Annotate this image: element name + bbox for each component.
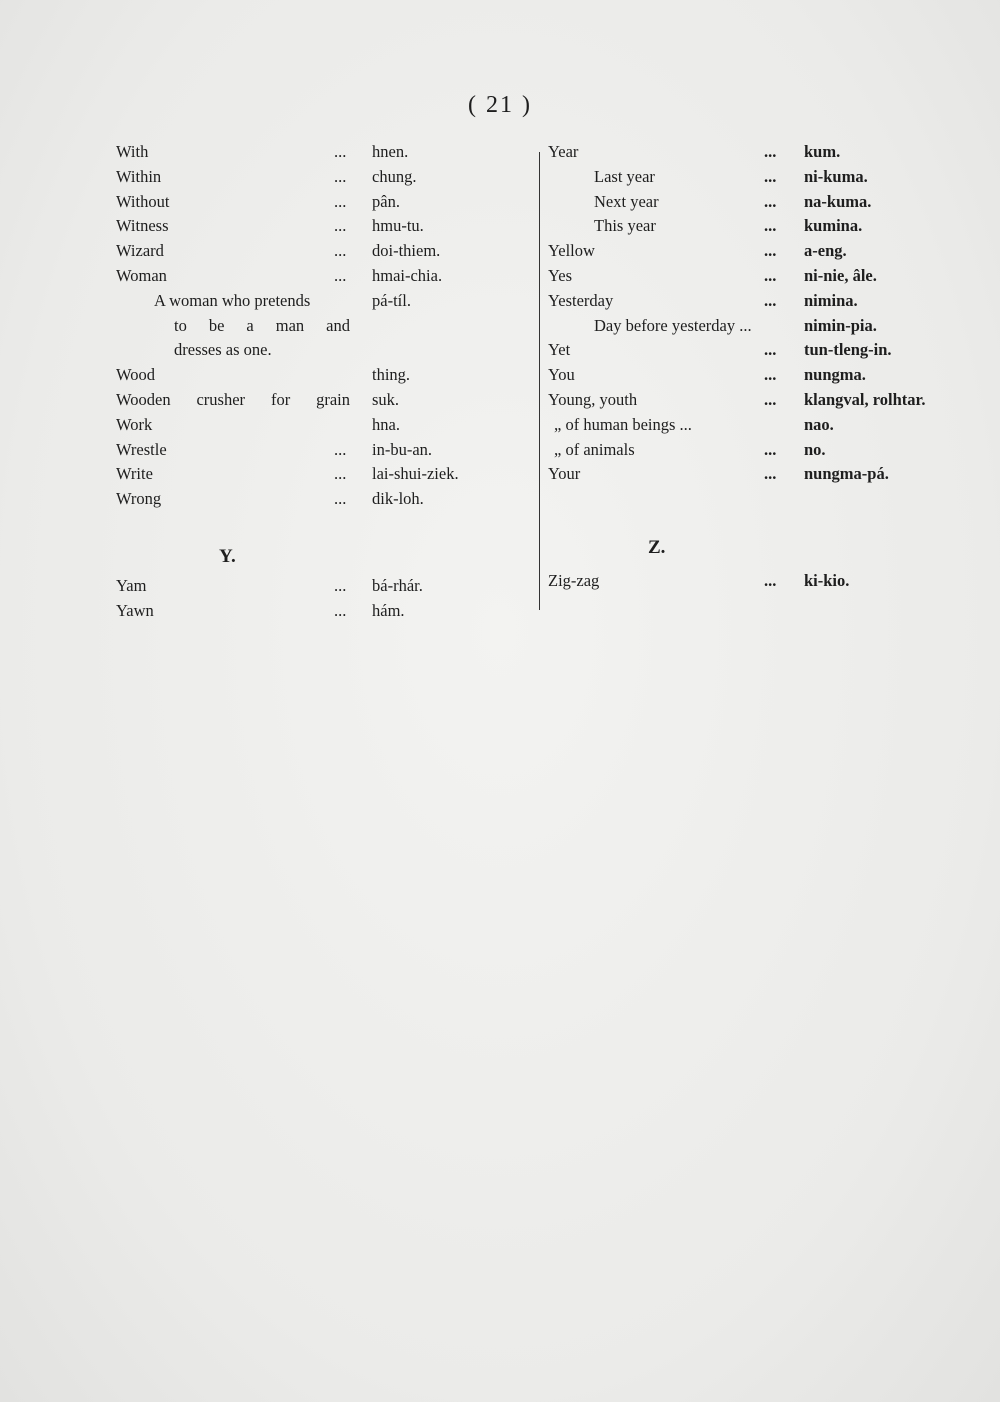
entry-head: Yet — [548, 340, 571, 360]
dictionary-entry — [548, 438, 928, 463]
entry-gloss: klangval, rolhtar. — [804, 389, 926, 409]
dictionary-entry — [548, 363, 928, 388]
entry-leader-dots: ... — [334, 575, 347, 595]
entry-gloss: thing. — [372, 365, 411, 385]
entry-head: Wizard — [116, 241, 164, 261]
right-column — [548, 140, 928, 594]
entry-leader-dots: ... — [764, 464, 777, 484]
entry-leader-dots: ... — [764, 389, 777, 409]
entry-leader-dots: ... — [764, 265, 777, 285]
entry-leader-dots: ... — [334, 600, 347, 620]
entry-leader-dots: ... — [764, 191, 777, 211]
entry-head: This year — [594, 216, 656, 236]
entry-gloss: suk. — [372, 389, 400, 409]
entry-head: Last year — [594, 166, 655, 186]
dictionary-entry — [116, 214, 466, 239]
entry-head: A woman who pretends — [154, 290, 311, 310]
entry-leader-dots: ... — [334, 216, 347, 236]
entry-head: Yawn — [116, 600, 154, 620]
entry-leader-dots: ... — [764, 290, 777, 310]
entry-leader-dots: ... — [764, 142, 777, 161]
entry-gloss: bá-rhár. — [372, 575, 423, 595]
entry-head: Without — [116, 191, 170, 211]
entry-head: Day before yesterday ... — [594, 315, 752, 335]
entry-leader-dots: ... — [764, 571, 777, 591]
entry-gloss: hmu-tu. — [372, 216, 424, 236]
entry-leader-dots: ... — [334, 464, 347, 484]
entry-head: „ of animals — [554, 439, 635, 459]
dictionary-entry — [548, 338, 928, 363]
entry-leader-dots: ... — [764, 365, 777, 385]
dictionary-entry — [548, 388, 928, 413]
entry-gloss: na-kuma. — [804, 191, 872, 211]
dictionary-entry — [116, 264, 466, 289]
entry-gloss: a-eng. — [804, 241, 847, 261]
entry-gloss: dik-loh. — [372, 489, 424, 509]
woman-sub-entry-line-1 — [116, 289, 466, 314]
entry-head: Within — [116, 166, 162, 186]
entry-head: to be a man and — [174, 315, 350, 335]
entry-gloss: doi-thiem. — [372, 241, 441, 261]
entry-gloss: nao. — [804, 414, 834, 434]
entry-leader-dots: ... — [334, 439, 347, 459]
entry-head: Work — [116, 414, 153, 434]
entry-leader-dots: ... — [334, 489, 347, 509]
dictionary-entry — [548, 314, 928, 339]
entry-gloss: ki-kio. — [804, 571, 850, 591]
dictionary-entry — [116, 462, 466, 487]
entry-leader-dots: ... — [764, 340, 777, 360]
entry-leader-dots: ... — [764, 216, 777, 236]
dictionary-entry — [116, 413, 466, 438]
dictionary-entry — [548, 214, 928, 239]
dictionary-entry — [116, 165, 466, 190]
entry-leader-dots: ... — [764, 241, 777, 261]
entry-head: Zig-zag — [548, 571, 600, 591]
entry-head: With — [116, 142, 149, 161]
entry-head: Young, youth — [548, 389, 638, 409]
page-number: ( 21 ) — [468, 92, 532, 118]
entry-head: Yes — [548, 265, 573, 285]
entry-gloss: lai-shui-ziek. — [372, 464, 459, 484]
dictionary-entry — [548, 239, 928, 264]
entry-gloss: nungma. — [804, 365, 866, 385]
entry-gloss: no. — [804, 439, 826, 459]
entry-gloss: hmai-chia. — [372, 265, 443, 285]
entry-gloss: hnen. — [372, 142, 409, 161]
entry-head: Wooden crusher for grain — [116, 389, 350, 409]
entry-gloss: in-bu-an. — [372, 439, 433, 459]
entry-leader-dots: ... — [334, 142, 347, 161]
entry-gloss: tun-tleng-in. — [804, 340, 892, 360]
entry-leader-dots: ... — [764, 166, 777, 186]
dictionary-entry — [116, 438, 466, 463]
woman-sub-entry-line-2 — [116, 314, 466, 339]
dictionary-entry — [116, 140, 466, 165]
entry-gloss: ni-nie, âle. — [804, 265, 877, 285]
entry-leader-dots: ... — [334, 191, 347, 211]
entry-head: Next year — [594, 191, 659, 211]
dictionary-entry — [116, 363, 466, 388]
section-heading-y: Y. — [219, 545, 236, 567]
entry-gloss: nimina. — [804, 290, 858, 310]
entry-head: You — [548, 365, 575, 385]
column-divider — [539, 152, 540, 610]
entry-leader-dots: ... — [764, 439, 777, 459]
entry-head: Your — [548, 464, 581, 484]
entry-head: Year — [548, 142, 579, 161]
entry-gloss: kumina. — [804, 216, 863, 236]
dictionary-entry — [116, 487, 466, 512]
dictionary-entry — [548, 165, 928, 190]
entry-head: dresses as one. — [174, 340, 272, 360]
woman-sub-entry-line-3 — [116, 338, 466, 363]
entry-head: Wrong — [116, 489, 162, 509]
entry-leader-dots: ... — [334, 241, 347, 261]
entry-gloss: hna. — [372, 414, 400, 434]
dictionary-entry — [116, 388, 466, 413]
dictionary-entry — [548, 569, 928, 594]
dictionary-entry — [116, 239, 466, 264]
entry-gloss: kum. — [804, 142, 841, 161]
entry-head: Wood — [116, 365, 156, 385]
entry-head: „ of human beings ... — [554, 414, 692, 434]
dictionary-entry — [548, 140, 928, 165]
entry-head: Yellow — [548, 241, 595, 261]
section-heading-z: Z. — [648, 537, 666, 559]
entry-gloss: pân. — [372, 191, 400, 211]
dictionary-entry — [548, 413, 928, 438]
entry-leader-dots: ... — [334, 166, 347, 186]
dictionary-entry — [548, 462, 928, 487]
entry-gloss: nimin-pia. — [804, 315, 877, 335]
dictionary-entry — [116, 574, 466, 599]
entry-head: Wrestle — [116, 439, 167, 459]
entry-gloss: chung. — [372, 166, 417, 186]
dictionary-entry — [548, 289, 928, 314]
dictionary-entry — [548, 190, 928, 215]
entry-head: Write — [116, 464, 153, 484]
dictionary-entry — [116, 190, 466, 215]
entry-head: Witness — [116, 216, 169, 236]
entry-head: Woman — [116, 265, 167, 285]
dictionary-entry — [548, 264, 928, 289]
entry-gloss: nungma-pá. — [804, 464, 889, 484]
left-column — [116, 140, 466, 624]
entry-head: Yesterday — [548, 290, 614, 310]
entry-gloss: ni-kuma. — [804, 166, 868, 186]
entry-head: Yam — [116, 575, 147, 595]
dictionary-entry — [116, 599, 466, 624]
entry-gloss: pá-tíl. — [372, 290, 411, 310]
entry-gloss: hám. — [372, 600, 405, 620]
entry-leader-dots: ... — [334, 265, 347, 285]
